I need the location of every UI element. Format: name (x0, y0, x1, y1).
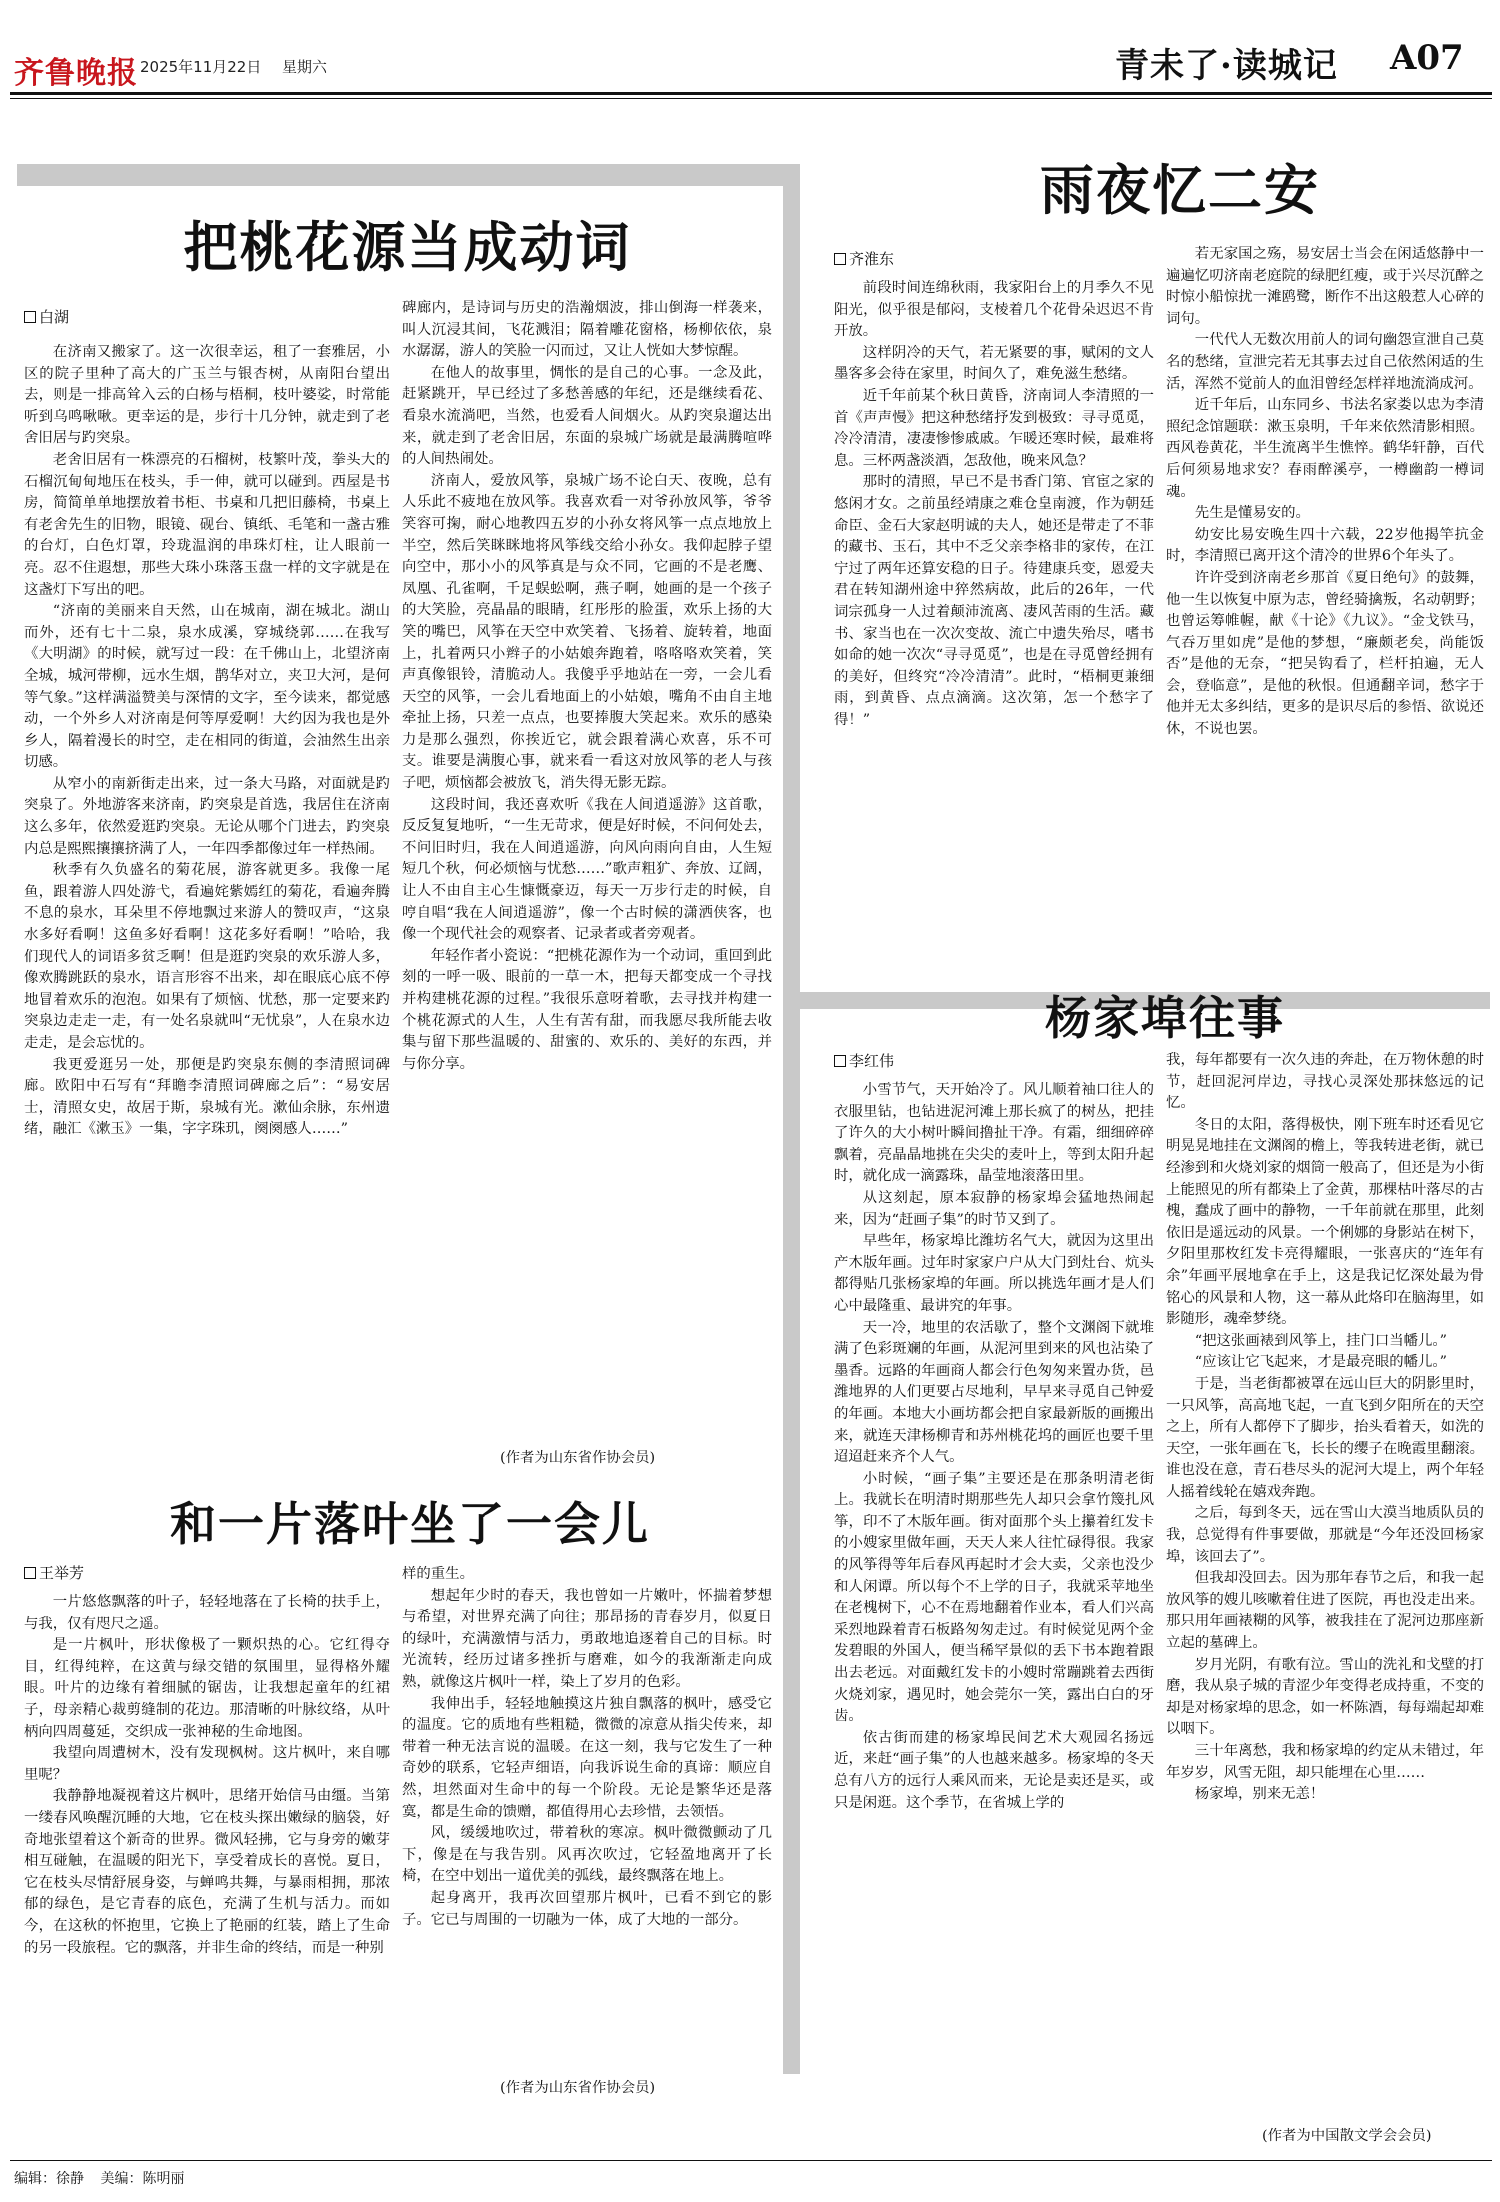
paragraph: 那时的清照，早已不是书香门第、官宦之家的悠闲才女。之前虽经靖康之难仓皇南渡，作为朝廷命臣、金石大家赵明诚的夫人，她还是带走了不菲的藏书、玉石，其中不乏父亲李格非的家传，在江宁过了两年还算安稳的日子。待建康兵变，恩爱夫君在转知湖州途中猝然病故，此后的26年，一代词宗孤身一人过着颠沛流离、凄风苦雨的生活。藏书、家当也在一次次变故、流亡中遗失殆尽，嗜书如命的她一次次“寻寻觅觅”，也是在寻觅曾经拥有的美好，但终究“冷冷清清”。此时，“梧桐更兼细雨，到黄昏、点点滴滴。这次第，怎一个愁字了得！” (834, 474, 1154, 728)
header-rule (10, 92, 1492, 95)
paragraph: 于是，当老街都被罩在远山巨大的阴影里时，一只风筝，高高地飞起，一直飞到夕阳所在的天空之上，所有人都停下了脚步，抬头看着天，如洗的天空，一张年画在飞，长长的缨子在晚霞里翻滚。谁也没在意，青石巷尽头的泥河大堤上，两个年轻人摇着线轮在嬉戏奔跑。 (1166, 1375, 1484, 1500)
paragraph: 小时候，“画子集”主要还是在那条明清老街上。我就长在明清时期那些先人却只会拿竹篾扎风筝，印不了木版年画。街对面那个头上攥着红发卡的小嫂家里做年画，天天人来人往忙碌得很。我家的风筝得等年后春风再起时才会大卖，父亲也没少和人闲谭。所以每个不上学的日子，我就采苹地坐在老槐树下，心不在焉地翻着作业本，看人们兴高采烈地跺着青石板路匆匆走过。有时候觉见两个金发碧眼的外国人，便当稀罕景似的丢下书本跑着跟出去老远。对面戴红发卡的小嫂时常蹦跳着去西街火烧刘家，遇见时，她会莞尔一笑，露出白白的牙齿。 (834, 1470, 1154, 1725)
article-eran-column-1 (834, 278, 1154, 980)
paragraph: 前段时间连绵秋雨，我家阳台上的月季久不见阳光，似乎很是郁闷，支棱着几个花骨朵迟迟不肯开放。 (834, 280, 1154, 340)
paragraph: 在济南又搬家了。这一次很幸运，租了一套雅居，小区的院子里种了高大的广玉兰与银杏树，从南阳台望出去，则是一排高耸入云的白杨与梧桐，枝叶婆娑，时常能听到乌鸣啾啾。更幸运的是，步行十几分钟，就走到了老舍旧居与趵突泉。 (24, 344, 390, 447)
paragraph: 但我却没回去。因为那年春节之后，和我一起放风筝的嫂儿咳嗽着住进了医院，再也没走出来。那只用年画裱糊的风筝，被我挂在了泥河边那座新立起的墓碑上。 (1166, 1570, 1484, 1652)
masthead (0, 0, 1500, 118)
article-eran-column-2 (1166, 244, 1484, 984)
issue-weekday: 星期六 (282, 58, 328, 76)
article-title-yangjiabu: 杨家埠往事 (1045, 991, 1285, 1045)
byline-box-icon (24, 311, 36, 323)
header-rule-thin (10, 98, 1492, 99)
article-title-eran: 雨夜忆二安 (1040, 158, 1320, 222)
paragraph: 岁月光阴，有歌有泣。雪山的洗礼和戈壁的打磨，我从泉子城的青涩少年变得老成持重，不变的却是对杨家埠的思念，如一杯陈酒，每每端起却难以咽下。 (1166, 1656, 1484, 1738)
paragraph: “把这张画裱到风筝上，挂门口当幡儿。” (1194, 1332, 1447, 1349)
article-yangjiabu-column-1 (834, 1080, 1154, 2154)
paragraph: 三十年离愁，我和杨家埠的约定从未错过，年年岁岁，风雪无阻，却只能埋在心里…… (1166, 1743, 1484, 1781)
paragraph: 在他人的故事里，惆怅的是自己的心事。一念及此，赶紧跳开，早已经过了多愁善感的年纪，还是继续看花、看泉水流淌吧，当然，也爱看人间烟火。从趵突泉遛达出来，就走到了老舍旧居，东面的泉城广场就是最满腾喧哗的人间热闹处。 (402, 364, 772, 468)
article-author-taohuayuan (24, 306, 69, 327)
author-name: 王举芳 (39, 1564, 85, 1582)
article-luoye-column-2 (402, 1564, 772, 2064)
paragraph: 天一冷，地里的农活歇了，整个文渊阁下就堆满了色彩斑斓的年画，从泥河里到来的风也沾染了墨香。远路的年画商人都会行色匆匆来置办货，邑潍地界的人们更要占尽地利，早早来寻觅自己钟爱的年画。本地大小画坊都会把自家最新版的画搬出来，就连天津杨柳青和苏州桃花坞的画匠也要千里迢迢赶来齐个人气。 (834, 1319, 1154, 1466)
article-taohuayuan-column-2 (402, 298, 772, 1440)
paragraph: 秋季有久负盛名的菊花展，游客就更多。我像一尾鱼，跟着游人四处游弋，看遍姹紫嫣红的菊花，看遍奔腾不息的泉水，耳朵里不停地飘过来游人的赞叹声，“这泉水多好看啊！这鱼多好看啊！这花多好看啊！”哈哈，我们现代人的词语多贫乏啊！但是逛趵突泉的欢乐游人多，像欢腾跳跃的泉水，语言形容不出来，却在眼底心底不停地冒着欢乐的泡泡。如果有了烦恼、忧愁，那一定要来趵突泉边走走一走，有一处名泉就叫“无忧泉”，人在泉水边走走，是会忘忧的。 (24, 862, 390, 1051)
page-number: A07 (1390, 38, 1464, 78)
author-name: 齐淮东 (849, 250, 895, 268)
paragraph: 先生是懂易安的。 (1194, 505, 1310, 522)
paragraph: 依古街而建的杨家埠民间艺术大观园名扬远近，来赶“画子集”的人也越来越多。杨家埠的冬天总有八方的远行人乘风而来，无论是卖还是买，或只是闲逛。这个季节，在省城上学的 (834, 1729, 1154, 1811)
paragraph: 我更爱逛另一处，那便是趵突泉东侧的李清照词碑廊。欧阳中石写有“拜瞻李清照词碑廊之后”：“易安居士，清照女史，故居于斯，泉城有光。漱仙余脉，东州遗绪，融汇《漱玉》一集，字字珠玑，阕阕感人……” (24, 1056, 390, 1138)
paragraph: 我，每年都要有一次久违的奔赴，在万物休憩的时节，赶回泥河岸边，寻找心灵深处那抹悠远的记忆。 (1166, 1052, 1484, 1112)
paragraph: 这样阴冷的天气，若无紧要的事，赋闲的文人墨客多会待在家里，时间久了，难免滋生愁绪。 (834, 344, 1154, 383)
issue-date: 2025年11月22日 (140, 58, 262, 76)
paragraph: 我伸出手，轻轻地触摸这片独自飘落的枫叶，感受它的温度。它的质地有些粗糙，微微的凉意从指尖传来，却带着一种无法言说的温暖。在这一刻，我与它发生了一种奇妙的联系，它轻声细语，向我诉说生命的真谛：顺应自然，坦然面对生命中的每一个阶段。无论是繁华还是落寞，都是生命的馈赠，都值得用心去珍惜，去领悟。 (402, 1695, 772, 1820)
paragraph: 想起年少时的春天，我也曾如一片嫩叶，怀揣着梦想与希望，对世界充满了向往；那昂扬的青春岁月，似夏日的绿叶，充满激情与活力，勇敢地追逐着自己的目标。时光流转，经历过诸多挫折与磨难，如今的我渐渐走向成熟，就像这片枫叶一样，染上了岁月的色彩。 (402, 1587, 772, 1690)
article-title-taohuayuan: 把桃花源当成动词 (183, 215, 632, 279)
paragraph: 近千年前某个秋日黄昏，济南词人李清照的一首《声声慢》把这种愁绪抒发到极致：寻寻觅觅，冷冷清清，凄凄惨惨戚戚。乍暖还寒时候，最难将息。三杯两盏淡酒，怎敌他，晚来风急？ (834, 387, 1154, 469)
paragraph: 小雪节气，天开始冷了。风儿顺着袖口往人的衣服里钻，也钻进泥河滩上那长疯了的树丛，把挂了许久的大小树叶瞬间撸扯干净。有霜，细细碎碎飘着，亮晶晶地挑在尖尖的麦叶上，等到太阳升起时，就化成一滴露珠，晶莹地滚落田里。 (834, 1082, 1154, 1185)
author-name: 白湖 (39, 308, 70, 326)
footer-credits (14, 2168, 196, 2188)
footer-rule (10, 2160, 1492, 2161)
article-luoye-column-1 (24, 1592, 390, 2078)
paragraph: 样的重生。 (402, 1566, 474, 1582)
paragraph: 年轻作者小瓷说：“把桃花源作为一个动词，重回到此刻的一呼一吸、眼前的一草一木，把每天都变成一个寻找并构建桃花源的过程。”我很乐意呀着歌，去寻找并构建一个桃花源式的人生，人生有苦有甜，而我愿尽我所能去收集与留下那些温暖的、甜蜜的、欢乐的、美好的东西，并与你分享。 (402, 947, 772, 1072)
paragraph: 从窄小的南新街走出来，过一条大马路，对面就是趵突泉了。外地游客来济南，趵突泉是首选，我居住在济南这么多年，依然爱逛趵突泉。无论从哪个门进去，趵突泉内总是熙熙攘攘挤满了人，一年四季都像过年一样热闹。 (24, 775, 390, 857)
paragraph: 从这刻起，原本寂静的杨家埠会猛地热闹起来，因为“赶画子集”的时节又到了。 (834, 1189, 1154, 1228)
paragraph: 这段时间，我还喜欢听《我在人间逍遥游》这首歌，反反复复地听，“一生无苛求，便是好时候，不问何处去，不问旧时归，我在人间逍遥游，向风向雨向自由，人生短短几个秋，何必烦恼与忧愁……”歌声粗犷、奔放、辽阔，让人不由自主心生慷慨豪迈，每天一万步行走的时候，自哼自唱“我在人间逍遥游”，像一个古时候的潇洒侠客，也像一个现代社会的观察者、记录者或者旁观者。 (402, 796, 772, 943)
article-author-eran (834, 248, 894, 269)
paragraph: 近千年后，山东同乡、书法名家娄以忠为李清照纪念馆题联：漱玉泉明，千年来依然清影相照。西风卷黄花，半生流离半生憔悴。鹤华轩静，百代后何须易地求安？春雨醉溪亭，一樽幽韵一樽词魂。 (1166, 397, 1484, 500)
author-name: 李红伟 (849, 1052, 895, 1070)
paragraph: 老舍旧居有一株漂亮的石榴树，枝繁叶茂，拳头大的石榴沉甸甸地压在枝头，手一伸，就可以碰到。西屋是书房，简简单单地摆放着书柜、书桌和几把旧藤椅，书桌上有老舍先生的旧物，眼镜、砚台、镇纸、毛笔和一盏古雅的台灯，白色灯罩，玲珑温润的串珠灯柱，让人眼前一亮。忍不住遐想，那些大珠小珠落玉盘一样的文字就是在这盏灯下写出的吧。 (24, 451, 390, 598)
article-taohuayuan-author-note: (作者为山东省作协会员) (500, 1450, 656, 1466)
byline-box-icon (834, 253, 846, 265)
paragraph: 济南人，爱放风筝，泉城广场不论白天、夜晚，总有人乐此不疲地在放风筝。我喜欢看一对爷孙放风筝，爷爷笑容可掬，耐心地教四五岁的小孙女将风筝一点点地放上半空，然后笑眯眯地将风筝线交给小孙女。我仰起脖子望向空中，那小小的风筝真是与众不同，它画的不是老鹰、凤凰、孔雀啊，千足蜈蚣啊，燕子啊，她画的是一个孩子的大笑脸，亮晶晶的眼睛，红彤彤的脸蛋，欢乐上扬的大笑的嘴巴，风筝在天空中欢笑着、飞扬着、旋转着，地面上，扎着两只小辫子的小姑娘奔跑着，咯咯咯欢笑着，笑声真像银铃，清脆动人。我傻乎乎地站在一旁，一会儿看天空的风筝，一会儿看地面上的小姑娘，嘴角不由自主地牵扯上扬，只差一点点，也要捧腹大笑起来。欢乐的感染力是那么强烈，你挨近它，就会跟着满心欢喜，乐不可支。谁要是满腹心事，就来看一看这对放风筝的老人与孩子吧，烦恼都会被放飞，消失得无影无踪。 (402, 472, 772, 792)
article-author-luoye (24, 1562, 84, 1583)
article-yangjiabu-column-2 (1166, 1050, 1484, 2118)
newspaper-logo: 齐鲁晚报 (14, 56, 138, 91)
paragraph: 碑廊内，是诗词与历史的浩瀚烟波，排山倒海一样袭来，叫人沉浸其间，飞花溅泪；隔着雕花窗格，杨柳依依，泉水潺潺，游人的笑脸一闪而过，又让人恍如大梦惊醒。 (402, 300, 772, 360)
article-taohuayuan-column-1 (24, 342, 390, 1462)
article-title-luoye: 和一片落叶坐了一会儿 (170, 1497, 650, 1551)
paragraph: 许许受到济南老乡那首《夏日绝句》的鼓舞，他一生以恢复中原为志，曾经骑擒叛，名动朝野；也曾运筹帷幄，献《十论》《九议》。“金戈铁马，气吞万里如虎”是他的梦想，“廉颇老矣，尚能饭否”是他的无奈，“把吴钩看了，栏杆拍遍，无人会，登临意”，是他的秋恨。但通翻辛词，愁字于他并无太多纠结，更多的是识尽后的参悟、欲说还休，不说也罢。 (1166, 569, 1484, 738)
paragraph: “济南的美丽来自天然，山在城南，湖在城北。湖山而外，还有七十二泉，泉水成溪，穿城绕郭……在我写《大明湖》的时候，就写过一段：在千佛山上，北望济南全城，城河带柳，远水生烟，鹊华对立，夹卫大河，是何等气象。”这样满溢赞美与深情的文字，至今读来，都觉感动，一个外乡人对济南是何等厚爱啊！大约因为我也是外乡人，隔着漫长的时空，走在相同的街道，会油然生出亲切感。 (24, 603, 390, 771)
frame-bar-vertical-divider (783, 164, 800, 2074)
paragraph: 冬日的太阳，落得极快，刚下班车时还看见它明晃晃地挂在文渊阁的檐上，等我转进老街，就已经渗到和火烧刘家的烟筒一般高了，但还是为小街上能照见的所有都染上了金黄，那棵枯叶落尽的古槐，蠢成了画中的静物，一千年前就在那里，此刻依旧是遥远动的风景。一个俐娜的身影站在树下，夕阳里那枚红发卡亮得耀眼，一张喜庆的“连年有余”年画平展地拿在手上，这是我记忆深处最为骨铭心的风景和人物，这一幕从此烙印在脑海里，如影随形，魂牵梦绕。 (1166, 1116, 1484, 1328)
editor-credit: 编辑：徐静 (14, 2171, 84, 2187)
byline-box-icon (24, 1567, 36, 1579)
frame-bar-top-left (17, 164, 800, 186)
article-luoye-author-note: (作者为山东省作协会员) (500, 2080, 656, 2096)
paragraph: 若无家国之殇，易安居士当会在闲适悠静中一遍遍忆叨济南老庭院的绿肥红瘦，或于兴尽沉醉之时惊小船惊扰一滩鸥鹭，断作不出这般惹人心碎的词句。 (1166, 246, 1484, 327)
article-yangjiabu-author-note: (作者为中国散文学会会员) (1262, 2128, 1432, 2144)
paragraph: 之后，每到冬天，远在雪山大漠当地质队员的我，总觉得有件事要做，那就是“今年还没回杨家埠，该回去了”。 (1166, 1505, 1484, 1565)
designer-credit: 美编：陈明丽 (100, 2171, 185, 2187)
paragraph: 一代代人无数次用前人的词句幽怨宣泄自己莫名的愁绪，宣泄完若无其事去过自己依然闲适的生活，浑然不觉前人的血泪曾经怎样祥地流淌成河。 (1166, 332, 1484, 392)
article-author-yangjiabu (834, 1050, 894, 1071)
paragraph: 风，缓缓地吹过，带着秋的寒凉。枫叶微微颤动了几下，像是在与我告别。风再次吹过，它轻盈地离开了长椅，在空中划出一道优美的弧线，最终飘落在地上。 (402, 1825, 772, 1885)
paragraph: 杨家埠，别来无恙！ (1194, 1786, 1325, 1803)
paragraph: 幼安比易安晚生四十六载，22岁他揭竿抗金时，李清照已离开这个清冷的世界6个年头了。 (1166, 526, 1484, 565)
paragraph: 起身离开，我再次回望那片枫叶，已看不到它的影子。它已与周围的一切融为一体，成了大地的一部分。 (402, 1889, 772, 1928)
paragraph: 我静静地凝视着这片枫叶，思绪开始信马由缰。当第一缕春风唤醒沉睡的大地，它在枝头探出嫩绿的脑袋，好奇地张望着这个新奇的世界。微风轻拂，它与身旁的嫩芽相互碰触，在温暖的阳光下，享受着成长的喜悦。夏日，它在枝头尽情舒展身姿，与蝉鸣共舞，与暴雨相拥，那浓郁的绿色，是它青春的底色，充满了生机与活力。而如今，在这秋的怀抱里，它换上了艳丽的红装，踏上了生命的另一段旅程。它的飘落，并非生命的终结，而是一种别 (24, 1788, 390, 1956)
paragraph: 我望向周遭树木，没有发现枫树。这片枫叶，来自哪里呢？ (24, 1745, 390, 1783)
section-title: 青未了·读城记 (1115, 46, 1338, 86)
paragraph: “应该让它飞起来，才是最亮眼的幡儿。” (1194, 1354, 1447, 1371)
paragraph: 早些年，杨家埠比潍坊名气大，就因为这里出产木版年画。过年时家家户户从大门到灶台、炕头都得贴几张杨家埠的年画。所以挑选年画才是人们心中最隆重、最讲究的年事。 (834, 1233, 1154, 1314)
paragraph: 是一片枫叶，形状像极了一颗炽热的心。它红得夺目，红得纯粹，在这黄与绿交错的氛围里，显得格外耀眼。叶片的边缘有着细腻的锯齿，让我想起童年的红裙子，母亲精心裁剪缝制的花边。那清晰的叶脉纹络，从叶柄向四周蔓延，交织成一张神秘的生命地图。 (24, 1637, 390, 1740)
byline-box-icon (834, 1055, 846, 1067)
paragraph: 一片悠悠飘落的叶子，轻轻地落在了长椅的扶手上，与我，仅有咫尺之遥。 (24, 1594, 390, 1632)
